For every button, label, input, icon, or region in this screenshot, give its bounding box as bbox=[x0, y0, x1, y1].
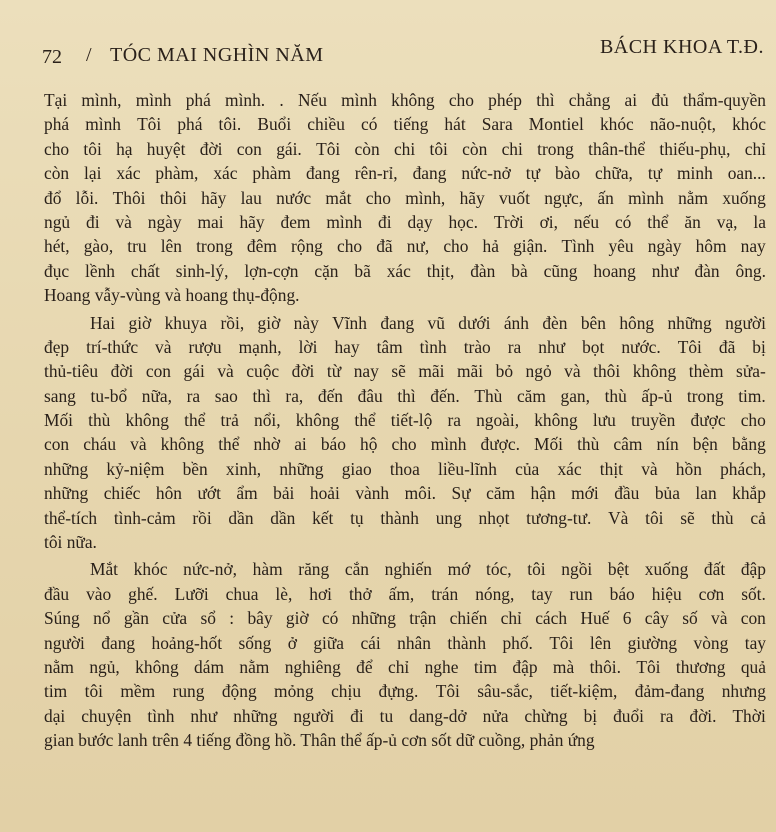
text-line: Hoang vẫy-vùng và hoang thụ-động. bbox=[44, 285, 300, 306]
text-line: tim tôi mềm rung động mỏng chịu đựng. Tôi sâu-sắc, tiết-kiệm, đảm-đang nhưng bbox=[44, 681, 766, 702]
text-line: phá mình Tôi phá tôi. Buổi chiều có tiếng hát Sara Montiel khóc não-nuột, khóc bbox=[44, 114, 766, 135]
header-separator: / bbox=[86, 44, 92, 66]
paragraph bbox=[44, 557, 766, 752]
text-line: con cháu và không thể nhờ ai báo hộ cho mình được. Mối thù câm nín bện bằng bbox=[44, 434, 766, 455]
text-line: Tại mình, mình phá mình. . Nếu mình không cho phép thì chẳng ai đủ thẩm-quyền bbox=[44, 90, 766, 110]
text-line: gian bước lanh trên 4 tiếng đồng hồ. Thân thể ấp-ủ cơn sốt dữ cuồng, phản ứng bbox=[44, 730, 595, 751]
text-line: Mối thù không thể trả nổi, không thể tiết-lộ ra ngoài, không lưu truyền được cho bbox=[44, 410, 766, 431]
text-line: người đang hoảng-hốt sống ở giữa cái nhân thành phố. Tôi lên giường vòng tay bbox=[44, 632, 766, 653]
text-line: dại chuyện tình như những người đi tu dang-dở nửa chừng bị đuổi ra đời. Thời bbox=[44, 705, 766, 726]
text-line: đục lềnh chất sinh-lý, lợn-cợn cặn bã xác thịt, đàn bà cũng hoang như đàn ông. bbox=[44, 260, 766, 281]
text-line: tôi nữa. bbox=[44, 532, 97, 553]
text-line: hét, gào, tru lên trong đêm rộng cho đã nư, cho hả giận. Tình yêu ngày hôm nay bbox=[44, 236, 766, 257]
text-line: những kỷ-niệm bền xinh, những giao thoa liều-lĩnh của xác thịt và hồn phách, bbox=[44, 458, 766, 479]
publication-title: BÁCH KHOA T.Đ. bbox=[599, 36, 764, 58]
body-text bbox=[44, 88, 766, 753]
text-line: nằm ngủ, không dám nằm nghiêng để chỉ nghe tim đập mà thôi. Tôi thương quả bbox=[44, 656, 766, 677]
text-line: thủ-tiêu đời con gái và cuộc đời từ nay sẽ mãi mãi bỏ ngỏ và thôi không thèm sửa- bbox=[44, 361, 766, 382]
text-line: đẹp trí-thức và rượu mạnh, lời hay tâm tình trào ra như bọt nước. Tôi đã bị bbox=[44, 336, 766, 357]
paragraph bbox=[44, 311, 766, 555]
page-number: 72 bbox=[42, 46, 62, 68]
text-line: những chiếc hôn ướt ẩm bải hoải vành môi. Sự căm hận mới đầu bủa lan khắp bbox=[44, 483, 766, 504]
text-line: sang tu-bổ nữa, ra sao thì ra, đến đâu thì đến. Thù căm gan, thù ấp-ủ trong tim. bbox=[44, 385, 766, 406]
running-title: TÓC MAI NGHÌN NĂM bbox=[110, 44, 324, 66]
text-line: còn lại xác phàm, xác phàm đang rên-rỉ, đang nức-nở tự bào chữa, tự minh oan... bbox=[44, 163, 766, 184]
text-line: Hai giờ khuya rồi, giờ này Vĩnh đang vũ dưới ánh đèn bên hông những người bbox=[90, 312, 766, 333]
text-line: Súng nổ gần cửa sổ : bây giờ có những trận chiến chỉ cách Huế 6 cây số và con bbox=[44, 608, 766, 629]
text-line: Mắt khóc nức-nở, hàm răng cắn nghiến mớ tóc, tôi ngồi bệt xuống đất đập bbox=[90, 559, 766, 580]
text-line: ngủ đi và ngày mai hãy đem mình đi dạy học. Trời ơi, nếu có thể ăn vạ, la bbox=[44, 211, 766, 232]
text-line: cho tôi hạ huyệt đời con gái. Tôi còn chi tôi còn chi trong thân-thể thiếu-phụ, chỉ bbox=[44, 138, 766, 159]
paragraph bbox=[44, 88, 766, 308]
page-header bbox=[0, 36, 776, 72]
text-line: đổ lỗi. Thôi thôi hãy lau nước mắt cho mình, hãy vuốt ngực, ấn mình nằm xuống bbox=[44, 187, 766, 208]
text-line: đầu vào ghế. Lưỡi chua lè, hơi thở ấm, trán nóng, tay run báo hiệu cơn sốt. bbox=[44, 583, 766, 604]
text-line: thể-tích tình-cảm rồi dần dần kết tụ thành ung nhọt tương-tư. Và tôi sẽ thù cả bbox=[44, 507, 766, 528]
